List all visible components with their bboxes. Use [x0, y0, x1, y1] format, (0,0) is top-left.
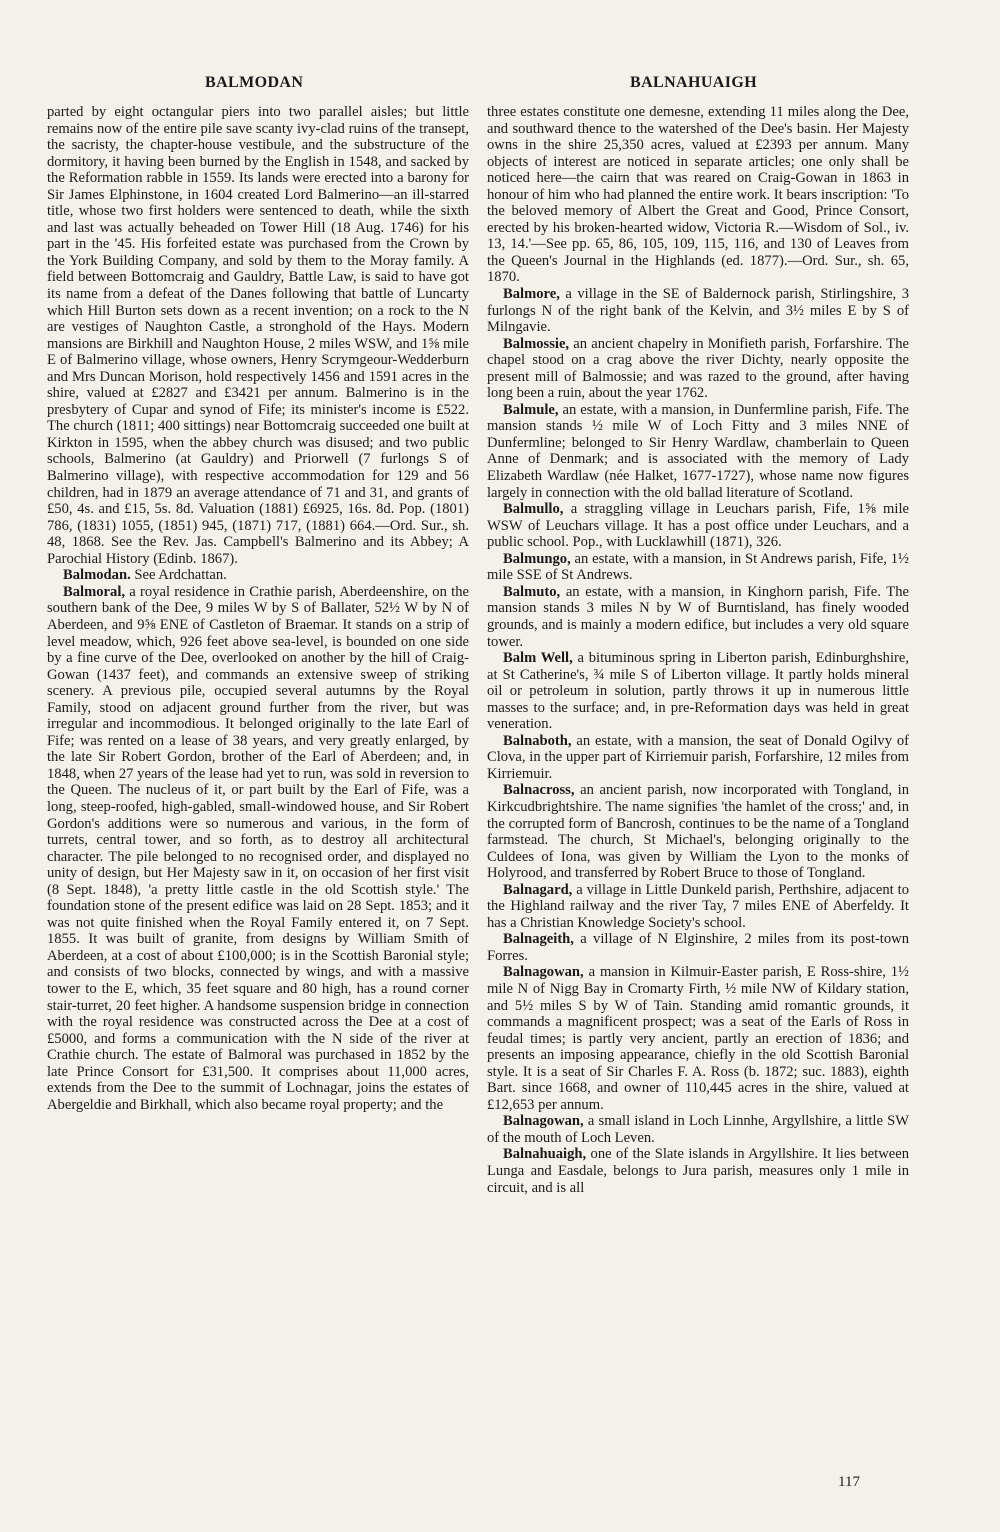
entry-text: an estate, with a mansion, the seat of Donald Ogilvy of Clova, in the upper part of Kirriemuir parish, Forfarshire, 12 miles from Kirriemuir. [487, 732, 909, 782]
entry-headword: Balnacross, [503, 782, 575, 799]
entry-text: a village in Little Dunkeld parish, Perthshire, adjacent to the Highland railway and the river Tay, 7 miles ENE of Aberfeldy. It has a Christian Knowledge Society's school. [487, 881, 909, 931]
gazetteer-entry [487, 551, 909, 584]
right-entries [487, 286, 909, 1196]
gazetteer-entry [487, 1113, 909, 1146]
gazetteer-entry [487, 336, 909, 402]
entry-headword: Balnagard, [503, 881, 573, 898]
running-head-left: BALMODAN [205, 74, 304, 91]
entry-headword: Balmuto, [503, 583, 561, 600]
continued-paragraph: three estates constitute one demesne, extending 11 miles along the Dee, and southward thence to the watershed of the Dee's basin. Her Majesty owns in the shire 25,350 acres, valued at £2393 per annum. Many objects of interest are noticed in separate articles; one only shall be noticed here—the cairn that was reared on Craig-Gowan in 1863 in honour of him who had planned the entire work. It bears inscription: 'To the beloved memory of Albert the Great and Good, Prince Consort, erected by his broken-hearted widow, Victoria R.—Wisdom of Sol., iv. 13, 14.'—See pp. 65, 86, 105, 109, 115, 116, and 130 of Leaves from the Queen's Journal in the Highlands (ed. 1877).—Ord. Sur., sh. 65, 1870. [487, 104, 909, 286]
entry-headword: Balmule, [503, 401, 559, 418]
right-column [487, 104, 909, 1196]
continued-paragraph: parted by eight octangular piers into two parallel aisles; but little remains now of the entire pile save scanty ivy-clad ruins of the transept, the sacristy, the chapter-house vestibule, and the substructure of the dormitory, it having been burned by the English in 1548, and sacked by the Reformation rabble in 1559. Its lands were erected into a barony for Sir James Elphinstone, in 1604 created Lord Balmerino—an ill-starred title, whose two first holders were sentenced to death, while the sixth and last was actually beheaded on Tower Hill (18 Aug. 1746) for his part in the '45. His forfeited estate was purchased from the Crown by the York Building Company, and sold by them to the Moray family. A field between Bottomcraig and Gauldry, Battle Law, is said to have got its name from a defeat of the Danes following that battle of Luncarty which Hill Burton sets down as a recent invention; on a rock to the N are vestiges of Naughton Castle, a stronghold of the Hays. Modern mansions are Birkhill and Naughton House, 2 miles WSW, and 1⅝ mile E of Balmerino village, whose owners, Henry Scrymgeour-Wedderburn and Mrs Duncan Morison, hold respectively 1456 and 1591 acres in the shire, valued at £2827 and £3421 per annum. Balmerino is in the presbytery of Cupar and synod of Fife; its minister's income is £522. The church (1811; 400 sittings) near Bottomcraig succeeded one built at Kirkton in 1595, when the abbey church was disused; and two public schools, Balmerino (at Gauldry) and Priorwell (7 furlongs S of Balmerino village), with respective accommodation for 129 and 56 children, had in 1879 an average attendance of 71 and 31, and grants of £50, 4s. and £15, 5s. 8d. Valuation (1881) £6925, 16s. 8d. Pop. (1801) 786, (1831) 1055, (1851) 945, (1871) 717, (1881) 664.—Ord. Sur., sh. 48, 1868. See the Rev. Jas. Campbell's Balmerino and its Abbey; A Parochial History (Edinb. 1867). [47, 104, 469, 567]
entry-headword: Balmoral, [63, 583, 126, 600]
gazetteer-entry [487, 733, 909, 783]
entry-headword: Balnagowan, [503, 964, 584, 981]
entry-text: a straggling village in Leuchars parish, Fife, 1⅝ mile WSW of Leuchars village. It has a post office under Leuchars, and a public school. Pop., with Lucklawhill (1871), 326. [487, 501, 909, 551]
entry-headword: Balnahuaigh, [503, 1146, 587, 1163]
entry-headword: Balnagowan, [503, 1113, 584, 1130]
entry-headword: Balmullo, [503, 501, 564, 518]
entry-headword: Balmungo, [503, 550, 571, 567]
gazetteer-entry [487, 286, 909, 336]
entry-text: a village in the SE of Baldernock parish, Stirlingshire, 3 furlongs N of the right bank of the Kelvin, and 3½ miles E by S of Milngavie. [487, 286, 909, 336]
left-entries [47, 567, 469, 1113]
entry-headword: Balmore, [503, 286, 560, 303]
entry-text: an ancient chapelry in Monifieth parish, Forfarshire. The chapel stood on a crag above the river Dichty, nearly opposite the present mill of Balmossie; and was razed to the ground, after having long been a ruin, about the year 1762. [487, 335, 909, 402]
page-number: 117 [838, 1474, 860, 1490]
gazetteer-entry [487, 782, 909, 881]
entry-text: a small island in Loch Linnhe, Argyllshire, a little SW of the mouth of Loch Leven. [487, 1113, 909, 1146]
gazetteer-entry [487, 882, 909, 932]
gazetteer-entry [47, 567, 469, 584]
gazetteer-entry [487, 650, 909, 733]
gazetteer-entry [487, 402, 909, 501]
entry-text: an estate, with a mansion, in St Andrews parish, Fife, 1½ mile SSE of St Andrews. [487, 550, 909, 584]
entry-text: an estate, with a mansion, in Dunfermline parish, Fife. The mansion stands ½ mile W of Loch Fitty and 3 miles NNE of Dunfermline; belonged to Sir Henry Wardlaw, chamberlain to Queen Anne of Denmark; and is associated with the memory of Lady Elizabeth Wardlaw (née Halket, 1677-1727), whose name now figures largely in connection with the old ballad literature of Scotland. [487, 401, 909, 501]
left-column [47, 104, 469, 1113]
entry-text: a bituminous spring in Liberton parish, Edinburghshire, at St Catherine's, ¾ mile S of Liberton village. It partly holds mineral oil or petroleum in solution, partly throws it up in numerous little masses to the surface; and, in pre-Reformation days was held in great veneration. [487, 650, 909, 733]
gazetteer-entry [487, 1146, 909, 1196]
gazetteer-entry [487, 584, 909, 650]
gazetteer-entry [487, 931, 909, 964]
gazetteer-entry [487, 501, 909, 551]
entry-text: See Ardchattan. [130, 567, 227, 584]
entry-text: a mansion in Kilmuir-Easter parish, E Ross-shire, 1½ mile N of Nigg Bay in Cromarty Firth, ½ mile NW of Kildary station, and 5½ miles S by W of Tain. Standing amid romantic grounds, it commands a magnificent prospect; was a seat of the Earls of Ross in feudal times; is partly very ancient, partly an erection of 1836; and presents an imposing appearance, chiefly in the old Scottish Baronial style. It is a seat of Sir Charles F. A. Ross (b. 1872; suc. 1883), eighth Bart. since 1668, and owner of 110,445 acres in the shire, valued at £12,653 per annum. [487, 964, 909, 1113]
entry-text: an estate, with a mansion, in Kinghorn parish, Fife. The mansion stands 3 miles N by W of Burntisland, has finely wooded grounds, and is mainly a modern edifice, but includes a very old square tower. [487, 583, 909, 650]
entry-text: an ancient parish, now incorporated with Tongland, in Kirkcudbrightshire. The name signifies 'the hamlet of the cross;' and, in the corrupted form of Bancrosh, continues to be the name of a Tongland farmstead. The church, St Michael's, belonging originally to the Culdees of Iona, was given by William the Lyon to the monks of Holyrood, and transferred by Robert Bruce to those of Tongland. [487, 782, 909, 882]
entry-text: a royal residence in Crathie parish, Aberdeenshire, on the southern bank of the Dee, 9 miles W by S of Ballater, 52½ W by N of Aberdeen, and 9⅝ ENE of Castleton of Braemar. It stands on a strip of level meadow, which, 926 feet above sea-level, is bounded on one side by a fine curve of the Dee, overlooked on another by the hill of Craig-Gowan (1437 feet), and commands an extensive sweep of striking scenery. A previous pile, occupied several autumns by the Royal Family, stood on adjacent ground further from the river, but was irregular and incommodious. It belonged originally to the late Earl of Fife; was rented on a lease of 38 years, and very greatly enlarged, by the late Sir Robert Gordon, brother of the Earl of Aberdeen; and, in 1848, when 27 years of the lease had yet to run, was sold in reversion to the Queen. The nucleus of it, or part built by the Earl of Fife, was a long, steep-roofed, high-gabled, small-windowed house, and Sir Robert Gordon's additions were so numerous and various, in the form of turrets, central tower, and so forth, as to destroy all architectural character. The pile belonged to no recognised order, and displayed no unity of design, but Her Majesty saw in it, on occasion of her first visit (8 Sept. 1848), 'a pretty little castle in the old Scottish style.' The foundation stone of the present edifice was laid on 28 Sept. 1853; and it was not quite finished when the Royal Family entered it, on 7 Sept. 1855. It was built of granite, from designs by William Smith of Aberdeen, at a cost of about £100,000; is in the Scottish Baronial style; and consists of two blocks, connected by wings, and with a massive tower to the E, which, 35 feet square and 80 high, has a round corner stair-turret, 20 feet higher. A handsome suspension bridge in connection with the royal residence was constructed across the Dee at a cost of £5000, and forms a communication with the N side of the river at Crathie church. The estate of Balmoral was purchased in 1852 by the late Prince Consort for £31,500. It comprises about 11,000 acres, extends from the Dee to the summit of Lochnagar, joins the estates of Abergeldie and Birkhall, which also became royal property; and the [47, 583, 469, 1113]
gazetteer-entry [47, 584, 469, 1114]
running-head-right: BALNAHUAIGH [630, 74, 758, 91]
entry-text: one of the Slate islands in Argyllshire. It lies between Lunga and Easdale, belongs to Jura parish, measures only 1 mile in circuit, and is all [487, 1146, 909, 1196]
entry-text: a village of N Elginshire, 2 miles from its post-town Forres. [487, 931, 909, 964]
entry-headword: Balmossie, [503, 335, 570, 352]
entry-headword: Balm Well, [503, 650, 573, 667]
entry-headword: Balmodan. [63, 567, 131, 584]
entry-headword: Balnaboth, [503, 732, 572, 749]
gazetteer-entry [487, 964, 909, 1113]
entry-headword: Balnageith, [503, 931, 574, 948]
